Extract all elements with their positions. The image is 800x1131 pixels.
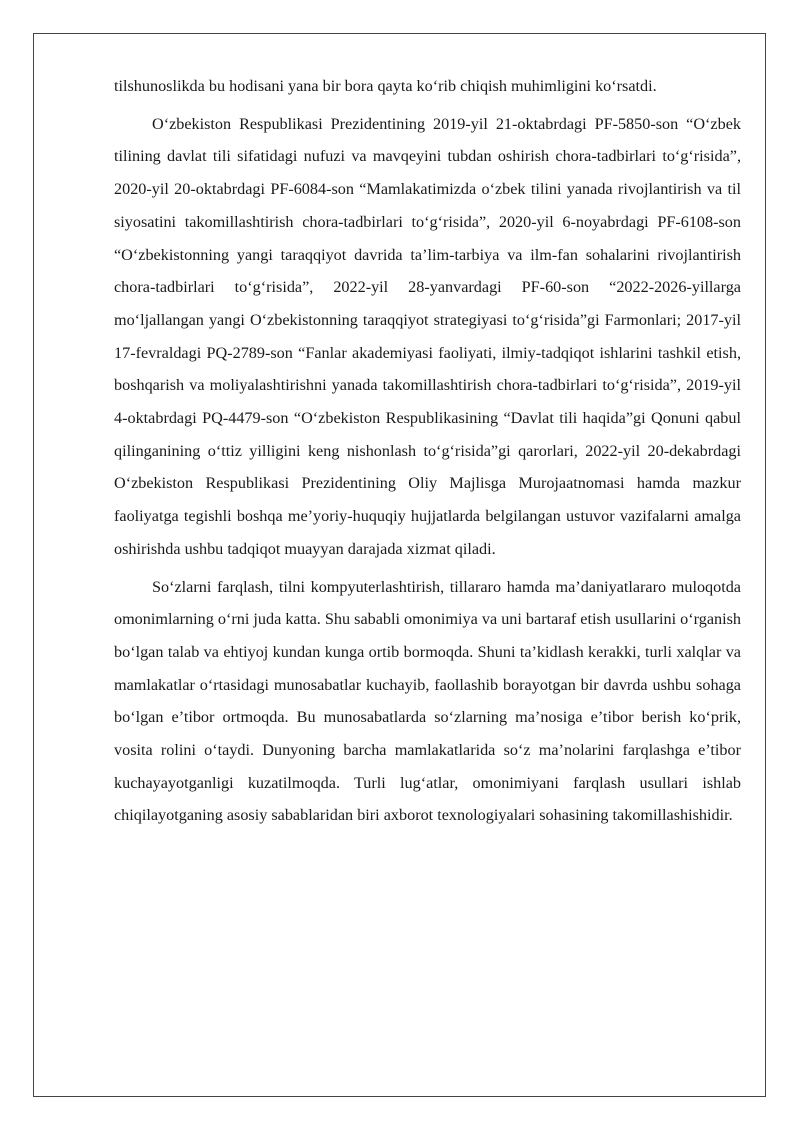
- paragraph-continuation: tilshunoslikda bu hodisani yana bir bora qayta koʻrib chiqish muhimligini koʻrsatdi.: [114, 77, 657, 95]
- paragraph-homonymy: Soʻzlarni farqlash, tilni kompyuterlashtirish, tillararo hamda ma’daniyatlararo muloqotda omonimlarning oʻrni juda katta. Shu sababli omonimiya va uni bartaraf etish usullarini oʻrganish boʻlgan talab va ehtiyoj kundan kunga ortib bormoqda. Shuni ta’kidlash kerakki, turli xalqlar va mamlakatlar oʻrtasidagi munosabatlar kuchayib, faollashib borayotgan bir davrda ushbu sohaga boʻlgan e’tibor ortmoqda. Bu munosabatlarda soʻzlarning ma’nosiga e’tibor berish koʻprik, vosita rolini oʻtaydi. Dunyoning barcha mamlakatlarida soʻz ma’nolarini farqlashga e’tibor kuchayayotganligi kuzatilmoqda. Turli lugʻatlar, omonimiyani farqlash usullari ishlab chiqilayotganing asosiy sabablaridan biri axborot texnologiyalari sohasining takomillashishidir.: [114, 577, 741, 825]
- document-body: [114, 70, 741, 832]
- paragraph-legal-basis: Oʻzbekiston Respublikasi Prezidentining 2019-yil 21-oktabrdagi PF-5850-son “Oʻzbek tilining davlat tili sifatidagi nufuzi va mavqeyini tubdan oshirish chora-tadbirlari toʻgʻrisida”, 2020-yil 20-oktabrdagi PF-6084-son “Mamlakatimizda oʻzbek tilini yanada rivojlantirish va til siyosatini takomillashtirish chora-tadbirlari toʻgʻrisida”, 2020-yil 6-noyabrdagi PF-6108-son “Oʻzbekistonning yangi taraqqiyot davrida ta’lim-tarbiya va ilm-fan sohalarini rivojlantirish chora-tadbirlari toʻgʻrisida”, 2022-yil 28-yanvardagi PF-60-son “2022-2026-yillarga moʻljallangan yangi Oʻzbekistonning taraqqiyot strategiyasi toʻgʻrisida”gi Farmonlari; 2017-yil 17-fevraldagi PQ-2789-son “Fanlar akademiyasi faoliyati, ilmiy-tadqiqot ishlarini tashkil etish, boshqarish va moliyalashtirishni yanada takomillashtirish chora-tadbirlari toʻgʻrisida”, 2019-yil 4-oktabrdagi PQ-4479-son “Oʻzbekiston Respublikasining “Davlat tili haqida”gi Qonuni qabul qilinganining oʻttiz yilligini keng nishonlash toʻgʻrisida”gi qarorlari, 2022-yil 20-dekabrdagi Oʻzbekiston Respublikasi Prezidentining Oliy Majlisga Murojaatnomasi hamda mazkur faoliyatga tegishli boshqa me’yoriy-huquqiy hujjatlarda belgilangan ustuvor vazifalarni amalga oshirishda ushbu tadqiqot muayyan darajada xizmat qiladi.: [114, 114, 741, 558]
